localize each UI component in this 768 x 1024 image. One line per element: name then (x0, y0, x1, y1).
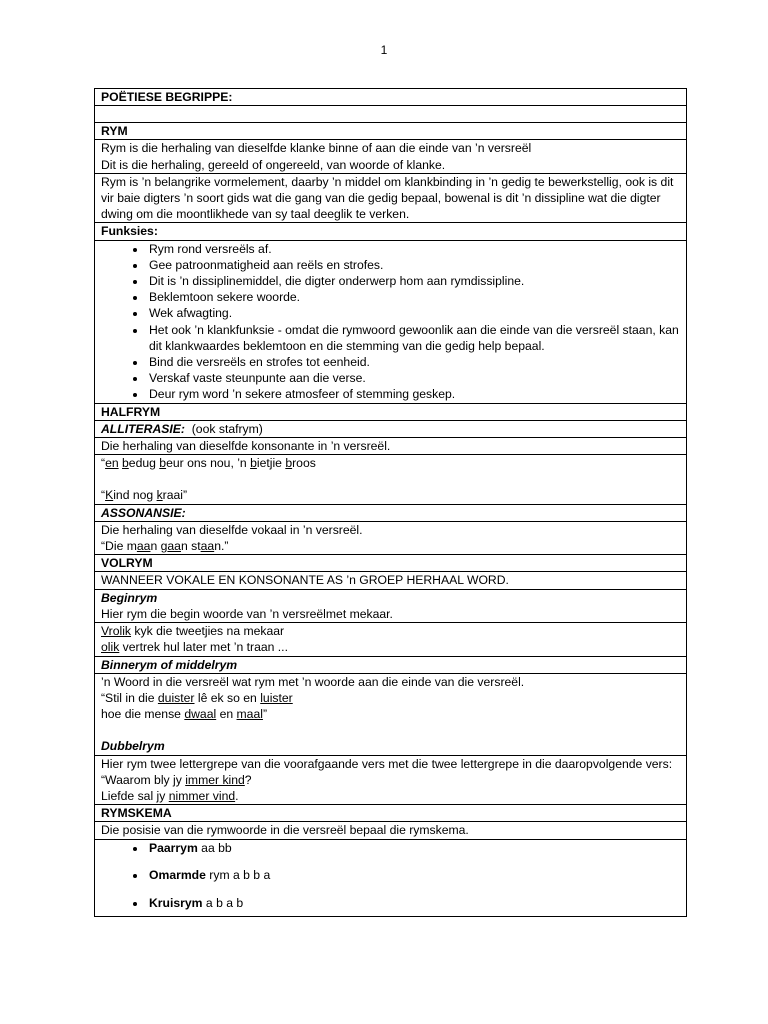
rymskema-heading-row (95, 805, 687, 822)
rym-paragraph: Rym is ’n belangrike vormelement, daarby ’n middel om klankbinding in ’n gedig te bewerkstellig, ook is dit vir baie digters ’n soort gids wat die gang van die gedig bepaal, bowenal is dit ’n dissipline wat die digter dwing om die moontlikhede van sy taal deeglik te verken. (95, 173, 687, 223)
alliterasie-row (95, 420, 687, 437)
binnerym-label: Binnerym of middelrym (95, 656, 687, 673)
list-item: • Kruisrym a b a b (147, 895, 680, 911)
rymskema-definition-row (95, 822, 687, 839)
rymskema-list-row (95, 839, 687, 917)
functions-list (101, 241, 680, 403)
rym-definition-2: Dit is die herhaling, gereeld of ongereeld, van woorde of klanke. (101, 157, 446, 172)
functions-heading-row (95, 223, 687, 240)
volrym-definition: WANNEER VOKALE EN KONSONANTE AS ’n GROEP HERHAAL WORD. (95, 572, 687, 589)
volrym-definition-row (95, 572, 687, 589)
volrym-heading-row (95, 555, 687, 572)
assonansie-label: ASSONANSIE: (95, 504, 687, 521)
assonansie-row (95, 504, 687, 521)
binnerym-row (95, 673, 687, 755)
functions-list-row (95, 240, 687, 403)
list-item: • Omarmde rym a b b a (147, 867, 680, 883)
list-item: • Gee patroonmatigheid aan reëls en strofes. (147, 257, 680, 273)
beginrym-label: Beginrym (101, 590, 158, 605)
assonansie-definition-row (95, 521, 687, 554)
list-item: • Wek afwagting. (147, 305, 680, 321)
volrym-heading: VOLRYM (95, 555, 687, 572)
list-item: • Verskaf vaste steunpunte aan die verse. (147, 370, 680, 386)
dubbelrym-definition: Hier rym twee lettergrepe van die voorafgaande vers met die twee lettergrepe in die daaropvolgende vers: (101, 756, 673, 771)
rymskema-definition: Die posisie van die rymwoorde in die versreël bepaal die rymskema. (95, 822, 687, 839)
binnerym-example-line-1: “Stil in die duister lê ek so en luister (101, 690, 293, 705)
beginrym-row (95, 589, 687, 622)
beginrym-example-line-2: olik vertrek hul later met ’n traan ... (101, 640, 288, 655)
rymskema-heading: RYMSKEMA (95, 805, 687, 822)
alliterasie-definition: Die herhaling van dieselfde konsonante in ’n versreël. (95, 438, 687, 455)
halfrym-heading-row (95, 403, 687, 420)
alliterasie-note: (ook stafrym) (191, 421, 263, 436)
assonansie-definition: Die herhaling van dieselfde vokaal in ’n versreël. (101, 522, 363, 537)
assonansie-example: “Die maan gaan staan.” (101, 539, 229, 554)
list-item: • Bind die versreëls en strofes tot eenheid. (147, 354, 680, 370)
alliterasie-example-row (95, 455, 687, 504)
beginrym-example-row (95, 623, 687, 656)
dubbelrym-row (95, 755, 687, 805)
rym-definition-row (95, 140, 687, 173)
beginrym-definition: Hier rym die begin woorde van ’n versreëlmet mekaar. (101, 606, 393, 621)
list-item: • Beklemtoon sekere woorde. (147, 289, 680, 305)
rym-definition-1: Rym is die herhaling van dieselfde klanke binne of aan die einde van ’n versreël (101, 141, 532, 156)
rym-heading: RYM (95, 123, 687, 140)
alliterasie-label: ALLITERASIE: (101, 421, 185, 436)
poetic-terms-table (94, 88, 687, 917)
dubbelrym-example-line-1: “Waarom bly jy immer kind? (101, 772, 252, 787)
alliterasie-definition-row (95, 438, 687, 455)
blank-row (95, 106, 687, 123)
list-item: • Paarrym aa bb (147, 840, 680, 856)
dubbelrym-example-line-2: Liefde sal jy nimmer vind. (101, 788, 239, 803)
list-item: • Het ook ’n klankfunksie - omdat die rymwoord gewoonlik aan die einde van die versreël staan, kan dit klankwaardes beklemtoon en die stemming van die gedig help bepaal. (147, 322, 680, 354)
functions-heading: Funksies: (95, 223, 687, 240)
alliterasie-example-line-2: “Kind nog kraai” (101, 488, 188, 503)
binnerym-example-line-2: hoe die mense dwaal en maal” (101, 707, 268, 722)
rym-heading-row (95, 123, 687, 140)
page-number: 1 (380, 43, 388, 57)
alliterasie-example-line-1: “en bedug beur ons nou, ’n bietjie broos (101, 456, 316, 471)
title-row (95, 89, 687, 106)
list-item: • Dit is ’n dissiplinemiddel, die digter onderwerp hom aan rymdissipline. (147, 273, 680, 289)
list-item: • Deur rym word ’n sekere atmosfeer of stemming geskep. (147, 386, 680, 402)
binnerym-heading-row (95, 656, 687, 673)
rymskema-list (101, 840, 680, 912)
document-title: POËTIESE BEGRIPPE: (95, 89, 687, 106)
binnerym-definition: ’n Woord in die versreël wat rym met ’n woorde aan die einde van die versreël. (101, 674, 525, 689)
beginrym-example-line-1: Vrolik kyk die tweetjies na mekaar (101, 624, 285, 639)
dubbelrym-label: Dubbelrym (101, 739, 165, 754)
rym-paragraph-row (95, 173, 687, 223)
halfrym-heading: HALFRYM (95, 403, 687, 420)
list-item: • Rym rond versreëls af. (147, 241, 680, 257)
